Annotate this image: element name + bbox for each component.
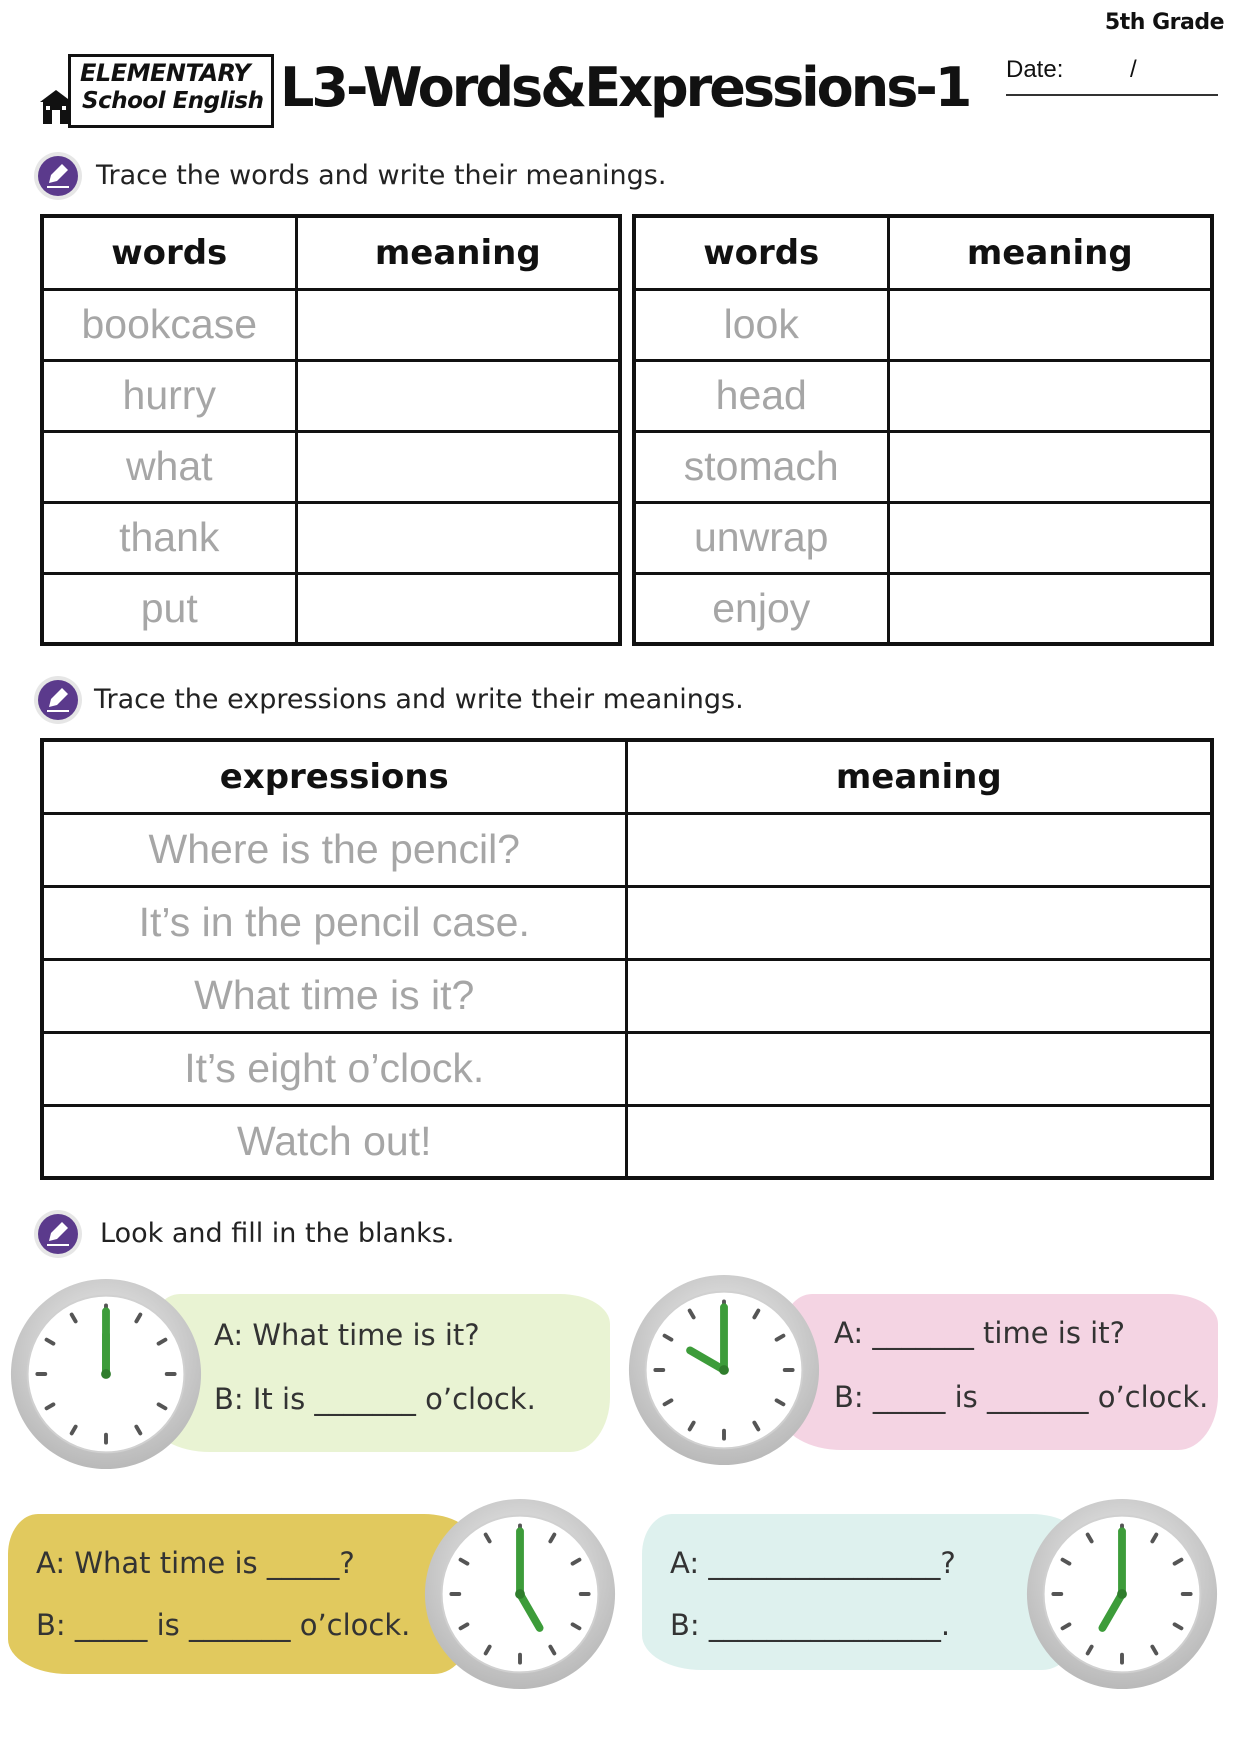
trace-expression: Watch out!	[42, 1105, 626, 1178]
words-table-left	[40, 214, 622, 646]
trace-word: stomach	[634, 431, 888, 502]
trace-expression: What time is it?	[42, 959, 626, 1032]
clock-icon	[1024, 1496, 1220, 1692]
meaning-cell[interactable]	[888, 502, 1212, 573]
trace-expression: Where is the pencil?	[42, 813, 626, 886]
col-meaning: meaning	[888, 216, 1212, 289]
pencil-badge-icon	[32, 674, 84, 726]
trace-word: hurry	[42, 360, 296, 431]
logo-line1: ELEMENTARY	[80, 59, 251, 87]
col-words: words	[42, 216, 296, 289]
date-separator: /	[1130, 56, 1137, 83]
section2-instruction: Trace the expressions and write their meanings.	[94, 684, 744, 715]
grade-label: 5th Grade	[1104, 10, 1224, 35]
clock-center	[1117, 1589, 1127, 1599]
table-row	[634, 289, 1212, 360]
trace-word: enjoy	[634, 573, 888, 644]
meaning-cell[interactable]	[888, 360, 1212, 431]
table-row	[634, 573, 1212, 644]
dialog-line-a[interactable]: A: ________________?	[670, 1546, 956, 1580]
page-title: L3-Words&Expressions-1	[280, 56, 970, 119]
meaning-cell[interactable]	[888, 289, 1212, 360]
dialog-line-b[interactable]: B: ________________.	[670, 1608, 951, 1642]
dialog-line-a: A: What time is it?	[214, 1318, 480, 1352]
meaning-cell[interactable]	[296, 360, 620, 431]
words-table-right	[632, 214, 1214, 646]
col-words: words	[634, 216, 888, 289]
table-row	[42, 431, 620, 502]
section1-instruction: Trace the words and write their meanings.	[96, 160, 667, 191]
expressions-table	[40, 738, 1214, 1180]
meaning-cell[interactable]	[626, 1032, 1212, 1105]
speech-bubble	[642, 1514, 1082, 1670]
col-meaning: meaning	[296, 216, 620, 289]
pencil-badge-icon	[32, 1208, 84, 1260]
dialog-line-a[interactable]: A: What time is _____?	[36, 1546, 355, 1580]
date-underline[interactable]	[1006, 94, 1218, 96]
meaning-cell[interactable]	[626, 959, 1212, 1032]
meaning-cell[interactable]	[296, 431, 620, 502]
meaning-cell[interactable]	[296, 289, 620, 360]
meaning-cell[interactable]	[888, 573, 1212, 644]
table-row	[42, 502, 620, 573]
trace-word: look	[634, 289, 888, 360]
trace-word: unwrap	[634, 502, 888, 573]
meaning-cell[interactable]	[626, 813, 1212, 886]
table-row	[42, 573, 620, 644]
table-row	[42, 886, 1212, 959]
logo	[36, 50, 272, 128]
clock-center	[719, 1365, 729, 1375]
speech-bubble	[8, 1514, 474, 1674]
section3-instruction: Look and fill in the blanks.	[100, 1218, 455, 1249]
meaning-cell[interactable]	[888, 431, 1212, 502]
table-row	[634, 502, 1212, 573]
trace-word: what	[42, 431, 296, 502]
meaning-cell[interactable]	[296, 502, 620, 573]
clock-center	[515, 1589, 525, 1599]
trace-word: bookcase	[42, 289, 296, 360]
col-meaning: meaning	[626, 740, 1212, 813]
trace-word: head	[634, 360, 888, 431]
col-expressions: expressions	[42, 740, 626, 813]
table-row	[634, 360, 1212, 431]
clock-center	[101, 1369, 111, 1379]
table-row	[42, 1032, 1212, 1105]
table-row	[42, 813, 1212, 886]
meaning-cell[interactable]	[626, 1105, 1212, 1178]
meaning-cell[interactable]	[296, 573, 620, 644]
meaning-cell[interactable]	[626, 886, 1212, 959]
clock-icon	[8, 1276, 204, 1472]
clock-icon	[422, 1496, 618, 1692]
logo-line2: School English	[82, 88, 264, 114]
trace-expression: It’s in the pencil case.	[42, 886, 626, 959]
pencil-badge-icon	[32, 150, 84, 202]
table-row	[42, 959, 1212, 1032]
table-row	[42, 1105, 1212, 1178]
trace-word: put	[42, 573, 296, 644]
trace-expression: It’s eight o’clock.	[42, 1032, 626, 1105]
table-row	[42, 289, 620, 360]
table-row	[42, 360, 620, 431]
dialog-line-b[interactable]: B: It is _______ o’clock.	[214, 1382, 536, 1416]
dialog-line-b[interactable]: B: _____ is _______ o’clock.	[834, 1380, 1209, 1414]
dialog-line-a[interactable]: A: _______ time is it?	[834, 1316, 1125, 1350]
trace-word: thank	[42, 502, 296, 573]
clock-icon	[626, 1272, 822, 1468]
table-row	[634, 431, 1212, 502]
dialog-line-b[interactable]: B: _____ is _______ o’clock.	[36, 1608, 411, 1642]
date-label: Date:	[1006, 56, 1064, 83]
